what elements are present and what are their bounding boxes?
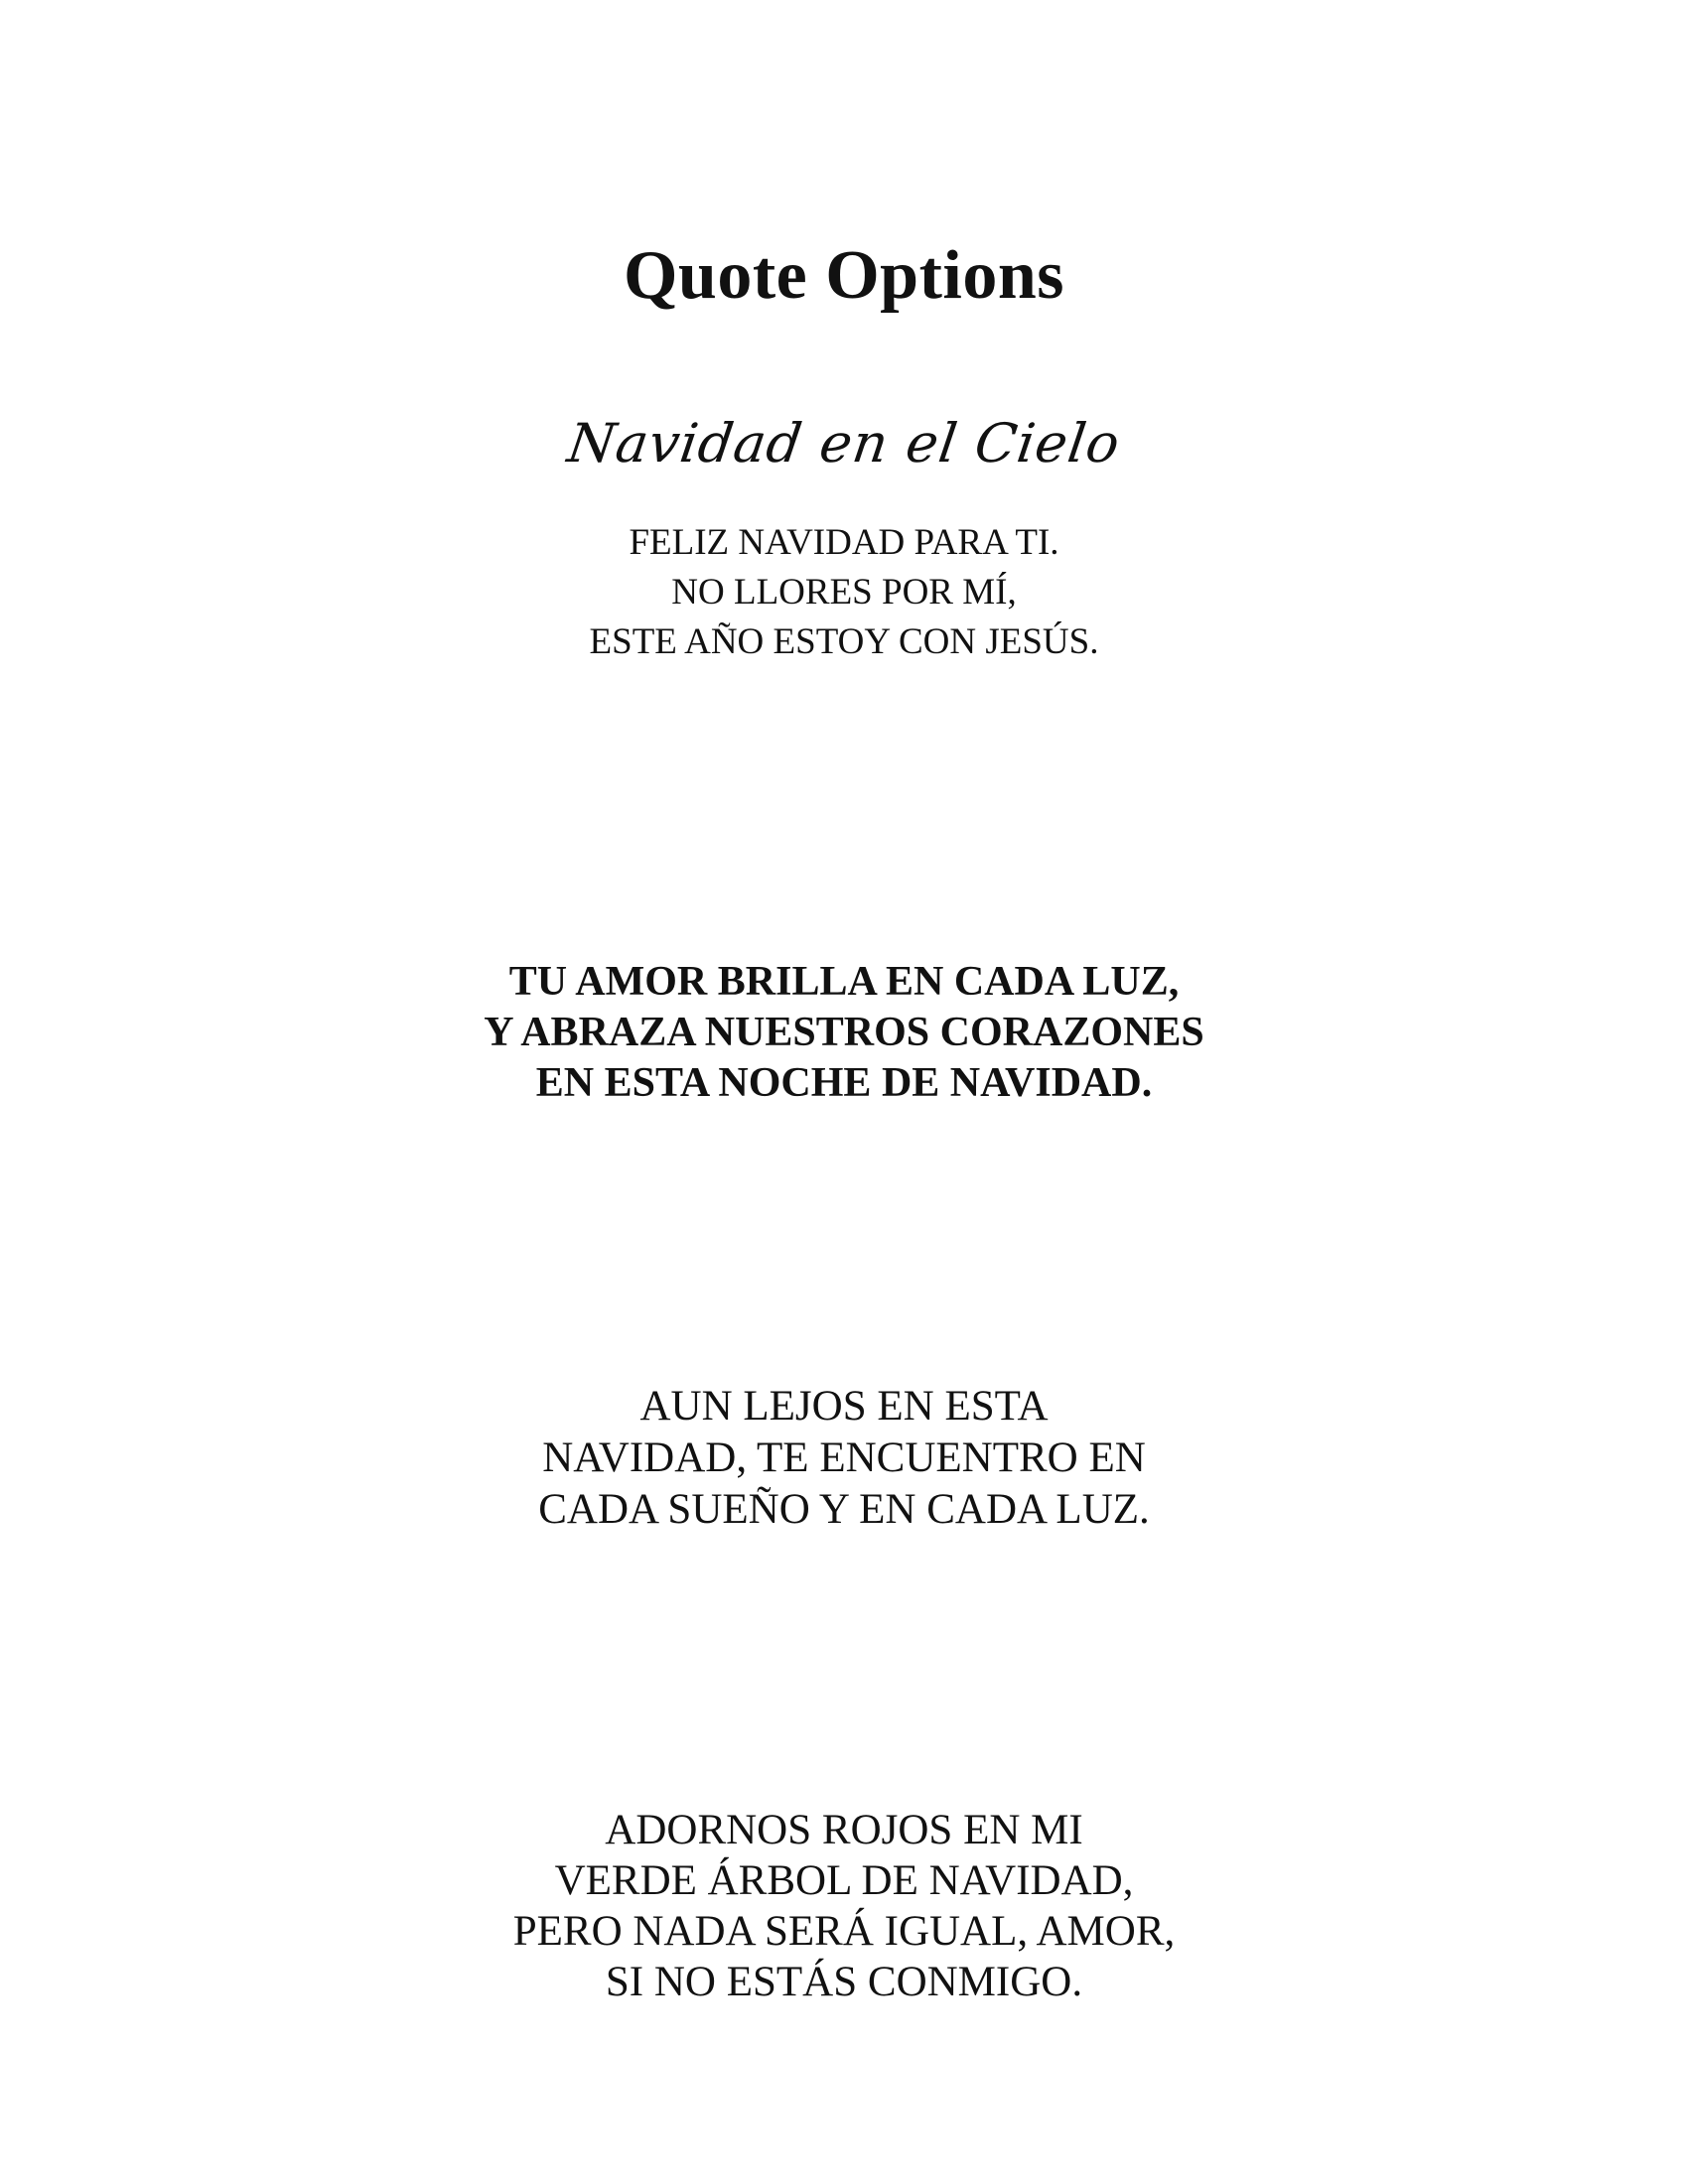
quote-block — [0, 1805, 1688, 2007]
quote-line: CADA SUEÑO Y EN CADA LUZ. — [538, 1486, 1150, 1533]
quote-line: FELIZ NAVIDAD PARA TI. — [629, 522, 1059, 563]
script-heading: Navidad en el Cielo — [563, 412, 1125, 475]
quote-line: AUN LEJOS EN ESTA — [639, 1383, 1049, 1430]
quote-line: ESTE AÑO ESTOY CON JESÚS. — [589, 621, 1099, 662]
quote-line: TU AMOR BRILLA EN CADA LUZ, — [508, 959, 1180, 1005]
quote-line: Y ABRAZA NUESTROS CORAZONES — [484, 1010, 1204, 1055]
quote-line: EN ESTA NOCHE DE NAVIDAD. — [535, 1060, 1153, 1106]
quote-line: ADORNOS ROJOS EN MI — [605, 1807, 1083, 1853]
page-title: Quote Options — [623, 236, 1065, 314]
quote-line: PERO NADA SERÁ IGUAL, AMOR, — [512, 1908, 1176, 1955]
quote-line: SI NO ESTÁS CONMIGO. — [605, 1959, 1083, 2005]
quote-line: NAVIDAD, TE ENCUENTRO EN — [542, 1434, 1146, 1481]
quote-block — [0, 957, 1688, 1109]
quote-block — [0, 1381, 1688, 1536]
quote-line: VERDE ÁRBOL DE NAVIDAD, — [554, 1857, 1134, 1904]
quote-line: NO LLORES POR MÍ, — [671, 572, 1017, 613]
quote-block — [0, 518, 1688, 667]
